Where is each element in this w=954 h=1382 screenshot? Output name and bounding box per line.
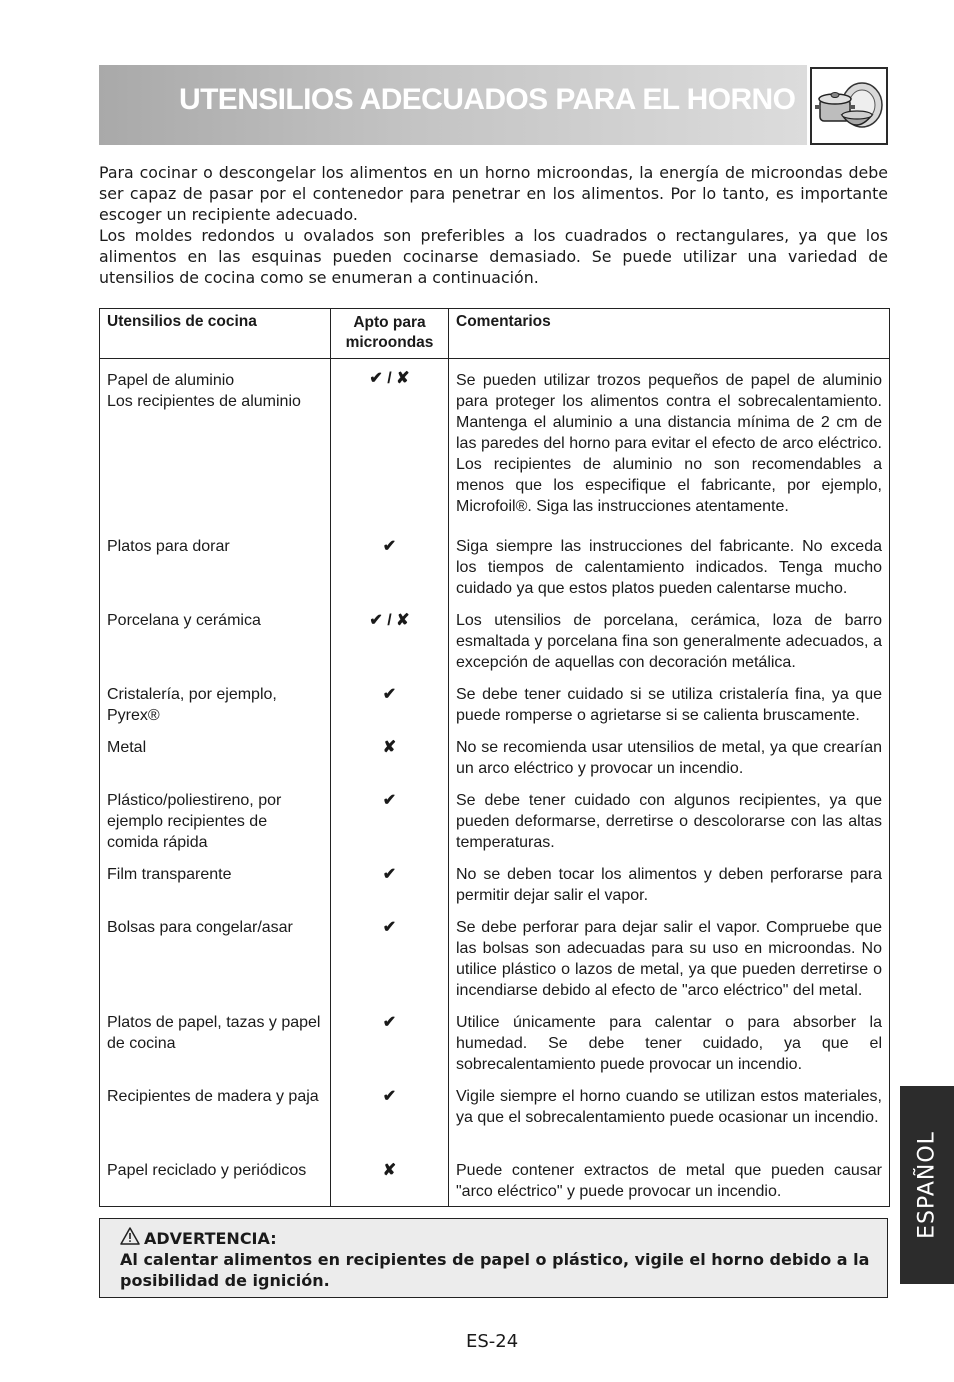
table-row: [100, 1160, 890, 1207]
utensil-comment: Puede contener extractos de metal que pueden causar "arco eléctrico" y puede provocar un incendio.: [449, 1160, 890, 1207]
suitability-mark: ✔: [331, 917, 449, 1012]
utensil-comment: Los utensilios de porcelana, cerámica, loza de barro esmaltada y porcelana fina son generalmente adecuados, a excepción de aquellas con decoración metálica.: [449, 610, 890, 684]
warning-box: [99, 1218, 888, 1298]
suitability-mark: ✔: [331, 536, 449, 610]
utensil-name: Platos de papel, tazas y papel de cocina: [100, 1012, 331, 1086]
intro-paragraph-2: Los moldes redondos u ovalados son preferibles a los cuadrados o rectangulares, ya que los alimentos en las esquinas pueden cocinarse demasiado. Se puede utilizar una variedad de utensilios de cocina como se enumeran a continuación.: [99, 226, 888, 287]
page-header-banner: [99, 65, 807, 145]
utensil-comment: Vigile siempre el horno cuando se utilizan estos materiales, ya que el sobrecalentamiento puede ocasionar un incendio.: [449, 1086, 890, 1160]
utensil-name: Bolsas para congelar/asar: [100, 917, 331, 1012]
utensil-name: Metal: [100, 737, 331, 790]
warning-title: ADVERTENCIA:: [144, 1228, 277, 1248]
page-title: UTENSILIOS ADECUADOS PARA EL HORNO: [179, 83, 796, 116]
header-comments: Comentarios: [449, 309, 890, 359]
suitability-mark: ✘: [331, 737, 449, 790]
table-row: [100, 1086, 890, 1160]
table-row: [100, 790, 890, 864]
suitability-mark: ✔: [331, 1012, 449, 1086]
table-row: [100, 737, 890, 790]
page-number: ES-24: [466, 1331, 519, 1352]
table-header-row: [100, 309, 890, 359]
utensil-name: Porcelana y cerámica: [100, 610, 331, 684]
intro-text: [99, 162, 888, 288]
suitability-mark: ✔: [331, 684, 449, 737]
utensil-comment: Utilice únicamente para calentar o para absorber la humedad. Se debe tener cuidado, ya que el sobrecalentamiento puede provocar un incendio.: [449, 1012, 890, 1086]
utensil-name: Platos para dorar: [100, 536, 331, 610]
utensil-comment: No se deben tocar los alimentos y deben perforarse para permitir dejar salir el vapor.: [449, 864, 890, 917]
utensil-name: Recipientes de madera y paja: [100, 1086, 331, 1160]
suitability-mark: ✔ / ✘: [331, 359, 449, 537]
header-microwave-safe: Apto para microondas: [331, 309, 449, 359]
warning-triangle-icon: [120, 1227, 140, 1249]
table-row: [100, 610, 890, 684]
utensil-name: Papel de aluminio Los recipientes de aluminio: [100, 359, 331, 537]
warning-heading: [120, 1227, 277, 1249]
utensil-comment: Se debe perforar para dejar salir el vapor. Compruebe que las bolsas son adecuadas para su uso en microondas. No utilice plástico o lazos de metal, ya que pueden derretirse o incendiarse debido al efecto de "arco eléctrico" del metal.: [449, 917, 890, 1012]
warning-text: Al calentar alimentos en recipientes de papel o plástico, vigile el horno debido a la posibilidad de ignición.: [120, 1250, 870, 1290]
utensil-comment: Se debe tener cuidado con algunos recipientes, ya que pueden deformarse, derretirse o descolorarse con las altas temperaturas.: [449, 790, 890, 864]
suitability-mark: ✘: [331, 1160, 449, 1207]
table-row: [100, 1012, 890, 1086]
language-tab: [900, 1086, 954, 1284]
table-row: [100, 536, 890, 610]
table-row: [100, 684, 890, 737]
suitability-mark: ✔: [331, 864, 449, 917]
language-tab-label: ESPAÑOL: [914, 1131, 940, 1239]
suitability-mark: ✔: [331, 790, 449, 864]
utensil-comment: Se debe tener cuidado si se utiliza cristalería fina, ya que puede romperse o agrietarse si se calienta bruscamente.: [449, 684, 890, 737]
utensil-name: Film transparente: [100, 864, 331, 917]
utensils-table: [99, 308, 890, 1207]
utensil-name: Papel reciclado y periódicos: [100, 1160, 331, 1207]
utensil-comment: Se pueden utilizar trozos pequeños de papel de aluminio para proteger los alimentos contra el sobrecalentamiento. Mantenga el aluminio a una distancia mínima de 2 cm de las paredes del horno para evitar el efecto de arco eléctrico. Los recipientes de aluminio no son recomendables a menos que los especifique el fabricante, por ejemplo, Microfoil®. Siga las instrucciones atentamente.: [449, 359, 890, 537]
table-row: [100, 359, 890, 537]
utensil-name: Plástico/poliestireno, por ejemplo recipientes de comida rápida: [100, 790, 331, 864]
utensil-comment: Siga siempre las instrucciones del fabricante. No exceda los tiempos de calentamiento indicados. Tenga mucho cuidado ya que estos platos pueden calentarse mucho.: [449, 536, 890, 610]
utensil-comment: No se recomienda usar utensilios de metal, ya que crearían un arco eléctrico y provocar un incendio.: [449, 737, 890, 790]
cookware-icon: [810, 67, 888, 145]
utensil-name: Cristalería, por ejemplo, Pyrex®: [100, 684, 331, 737]
suitability-mark: ✔ / ✘: [331, 610, 449, 684]
table-row: [100, 864, 890, 917]
intro-paragraph-1: Para cocinar o descongelar los alimentos en un horno microondas, la energía de microondas debe ser capaz de pasar por el contenedor para penetrar en los alimentos. Por lo tanto, es importante escoger un recipiente adecuado.: [99, 163, 888, 224]
table-row: [100, 917, 890, 1012]
suitability-mark: ✔: [331, 1086, 449, 1160]
header-utensils: Utensilios de cocina: [100, 309, 331, 359]
